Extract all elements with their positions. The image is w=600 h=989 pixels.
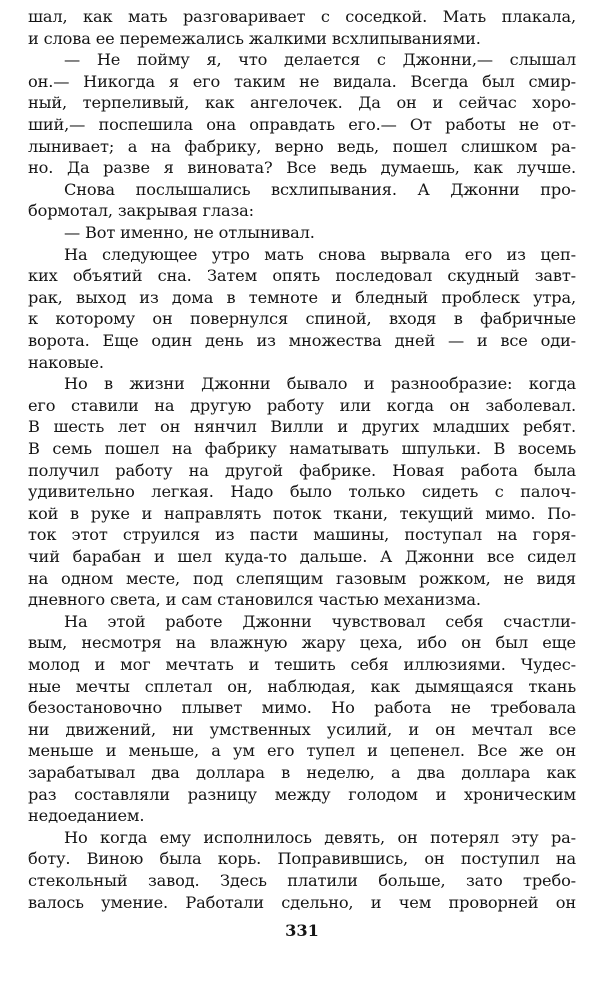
text-line: удивительно легкая. Надо было только сидеть с палоч-	[28, 482, 576, 502]
text-line: Но в жизни Джонни бывало и разнообразие: когда	[64, 374, 576, 394]
text-line: безостановочно плывет мимо. Но работа не требовала	[28, 698, 576, 718]
text-line: Снова послышались всхлипывания. А Джонни про-	[64, 179, 576, 199]
text-line: на одном месте, под слепящим газовым рожком, не видя	[28, 568, 576, 588]
text-line: раз составляли разницу между голодом и хроническим	[28, 784, 576, 804]
text-line: ные мечты сплетал он, наблюдая, как дымящаяся ткань	[28, 676, 576, 696]
text-line: ких объятий сна. Затем опять последовал скудный завт-	[28, 266, 576, 286]
text-line: но. Да разве я виновата? Все ведь думаешь, как лучше.	[28, 158, 576, 178]
text-line: чий барабан и шел куда-то дальше. А Джонни все сидел	[28, 547, 576, 566]
text-line: ный, терпеливый, как ангелочек. Да он и сейчас хоро-	[28, 93, 576, 113]
text-line: молод и мог мечтать и тешить себя иллюзиями. Чудес-	[28, 655, 576, 674]
text-line: ший,— поспешила она оправдать его.— От работы не от-	[28, 115, 576, 134]
text-line: валось умение. Работали сдельно, и чем проворней он	[28, 892, 576, 912]
text-line: он.— Никогда я его таким не видала. Всегда был смир-	[28, 71, 576, 91]
text-line: — Не пойму я, что делается с Джонни,— слышал	[64, 50, 576, 70]
text-line: бормотал, закрывая глаза:	[28, 201, 254, 221]
text-line: На этой работе Джонни чувствовал себя счастли-	[64, 611, 576, 631]
text-line: к которому он повернулся спиной, входя в фабричные	[28, 309, 576, 329]
text-line: дневного света, и сам становился частью механизма.	[28, 590, 481, 610]
text-line: его ставили на другую работу или когда он заболевал.	[28, 395, 576, 415]
text-line: В шесть лет он нянчил Вилли и других младших ребят.	[28, 417, 576, 437]
text-line: На следующее утро мать снова вырвала его из цеп-	[64, 244, 576, 264]
text-line: ток этот струился из пасти машины, поступал на горя-	[28, 525, 576, 545]
text-line: боту. Виною была корь. Поправившись, он поступил на	[28, 849, 576, 869]
text-line: зарабатывал два доллара в неделю, а два доллара как	[28, 763, 576, 782]
text-line: — Вот именно, не отлынивал.	[64, 223, 315, 242]
text-line: шал, как мать разговаривает с соседкой. Мать плакала,	[28, 7, 576, 26]
text-line: недоеданием.	[28, 806, 145, 826]
text-line: меньше и меньше, а ум его тупел и цепенел. Все же он	[28, 741, 576, 761]
text-line: В семь пошел на фабрику наматывать шпульки. В восемь	[28, 439, 576, 458]
text-line: вым, несмотря на влажную жару цеха, ибо он был еще	[28, 633, 576, 653]
text-line: и слова ее перемежались жалкими всхлипываниями.	[28, 28, 481, 48]
text-line: рак, выход из дома в темноте и бледный проблеск утра,	[28, 287, 576, 307]
text-line: лынивает; а на фабрику, верно ведь, пошел слишком ра-	[28, 136, 576, 156]
text-line: ворота. Еще один день из множества дней — и все оди-	[28, 331, 576, 350]
text-line: кой в руке и направлять поток ткани, текущий мимо. По-	[28, 503, 576, 523]
text-line: ни движений, ни умственных усилий, и он мечтал все	[28, 719, 576, 739]
text-line: стекольный завод. Здесь платили больше, зато требо-	[28, 871, 576, 890]
text-line: наковые.	[28, 352, 104, 372]
text-line: Но когда ему исполнилось девять, он потерял эту ра-	[64, 827, 576, 847]
page-number: 331	[285, 921, 319, 941]
book-page	[28, 6, 576, 976]
text-line: получил работу на другой фабрике. Новая работа была	[28, 460, 576, 480]
